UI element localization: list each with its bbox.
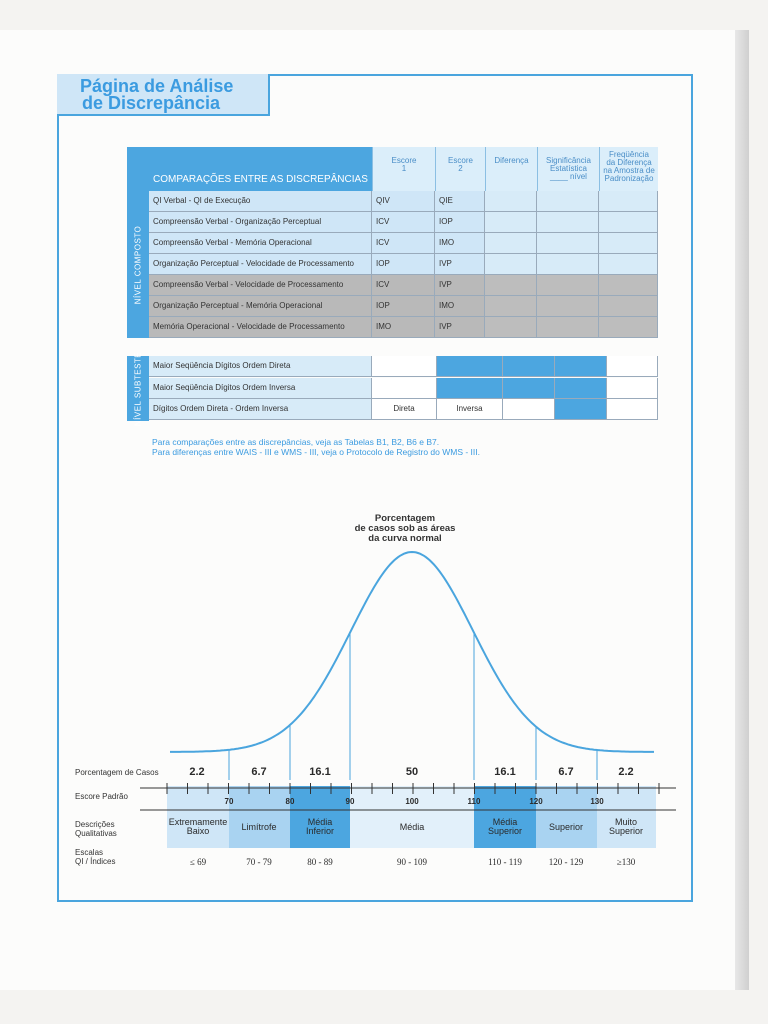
percentage-label: 2.2: [189, 766, 205, 778]
score-tick-label: 80: [285, 797, 295, 806]
composite-level-text: NÍVEL COMPOSTO: [133, 225, 143, 304]
comparison-cell: Organização Perceptual - Memória Operacional: [149, 296, 372, 317]
iq-range: 90 - 109: [397, 857, 427, 867]
iq-range: 80 - 89: [307, 857, 333, 867]
iq-range: ≤ 69: [189, 857, 207, 867]
note-line-2: Para diferenças entre WAIS - III e WMS - III, veja o Protocolo de Registro do WMS - III.: [152, 447, 480, 457]
comparison-cell: Compreensão Verbal - Organização Perceptual: [149, 212, 372, 233]
escore1-cell: IOP: [372, 296, 435, 317]
escore2-cell: IMO: [435, 296, 485, 317]
comparison-cell: QI Verbal - QI de Execução: [149, 191, 372, 212]
percentage-label: 16.1: [494, 766, 516, 778]
score-tick-label: 120: [529, 797, 543, 806]
score-tick-label: 110: [467, 797, 481, 806]
header-diferenca: Diferença: [485, 147, 537, 191]
escore2-cell: IOP: [435, 212, 485, 233]
curve-divider-lines: [229, 633, 597, 780]
iq-range: 70 - 79: [246, 857, 272, 867]
qualitative-description: Extremamente Baixo: [168, 817, 228, 836]
header-main: COMPARAÇÕES ENTRE AS DISCREPÂNCIAS: [127, 147, 372, 191]
subtest-level-text: NÍVEL SUBTESTE: [133, 351, 143, 426]
iq-range: ≥130: [616, 857, 636, 867]
escore2-cell: IVP: [435, 317, 485, 338]
score-tick-label: 130: [590, 797, 604, 806]
iq-range: 120 - 129: [548, 857, 584, 867]
qualitative-description: Média Superior: [487, 817, 523, 836]
escore1-cell: IMO: [372, 317, 435, 338]
escore2-cell[interactable]: Inversa: [437, 399, 503, 420]
label-escore-padrao: Escore Padrão: [75, 792, 128, 801]
label-escalas: Escalas QI / Índices: [75, 848, 116, 866]
comparison-cell: Memória Operacional - Velocidade de Processamento: [149, 317, 372, 338]
escore2-cell: QIE: [435, 191, 485, 212]
score-tick-label: 90: [345, 797, 355, 806]
curve-title-line-2: de casos sob as áreas: [354, 523, 456, 534]
percentage-label: 2.2: [618, 766, 634, 778]
qualitative-description: Superior: [548, 822, 584, 832]
comparison-cell: Organização Perceptual - Velocidade de Processamento: [149, 254, 372, 275]
comparison-cell: Maior Seqüência Dígitos Ordem Inversa: [149, 378, 372, 399]
comparison-cell: Dígitos Ordem Direta - Ordem Inversa: [149, 399, 372, 420]
normal-curve: [170, 552, 654, 752]
percentage-label: 50: [405, 766, 419, 778]
percentage-label: 6.7: [251, 766, 267, 778]
title-line-1: Página de Análise: [80, 76, 234, 96]
escore1-cell: ICV: [372, 233, 435, 254]
comparison-cell: Compreensão Verbal - Memória Operacional: [149, 233, 372, 254]
percentage-label: 6.7: [558, 766, 574, 778]
escore1-cell[interactable]: Direta: [372, 399, 437, 420]
header-escore-1: Escore 1: [372, 147, 435, 191]
curve-title-line-3: da curva normal: [368, 533, 442, 544]
header-escore-2: Escore 2: [435, 147, 485, 191]
score-tick-label: 100: [405, 797, 419, 806]
qualitative-description: Limítrofe: [241, 822, 277, 832]
escore1-cell: IOP: [372, 254, 435, 275]
iq-range: 110 - 119: [488, 857, 522, 867]
escore2-cell: IVP: [435, 254, 485, 275]
escore1-cell: ICV: [372, 212, 435, 233]
note-line-1: Para comparações entre as discrepâncias, veja as Tabelas B1, B2, B6 e B7.: [152, 437, 440, 447]
qualitative-description: Média: [399, 822, 425, 832]
percentage-label: 16.1: [309, 766, 331, 778]
qualitative-description: Muito Superior: [608, 817, 644, 836]
escore1-cell: QIV: [372, 191, 435, 212]
header-significancia: Significância Estatística ____ nível: [537, 147, 599, 191]
escore2-cell: IMO: [435, 233, 485, 254]
curve-title-line-1: Porcentagem: [374, 513, 436, 524]
comparison-cell: Compreensão Verbal - Velocidade de Processamento: [149, 275, 372, 296]
header-frequencia: Freqüência da Diferença na Amostra de Padronização: [599, 147, 658, 191]
title-line-2: de Discrepância: [82, 93, 221, 113]
escore1-cell: ICV: [372, 275, 435, 296]
escore2-cell: IVP: [435, 275, 485, 296]
score-tick-label: 70: [224, 797, 234, 806]
comparison-cell: Maior Seqüência Dígitos Ordem Direta: [149, 356, 372, 377]
label-porcentagem: Porcentagem de Casos: [75, 768, 159, 777]
qualitative-description: Média Inferior: [305, 817, 334, 836]
label-descricoes: Descrições Qualitativas: [75, 820, 117, 838]
